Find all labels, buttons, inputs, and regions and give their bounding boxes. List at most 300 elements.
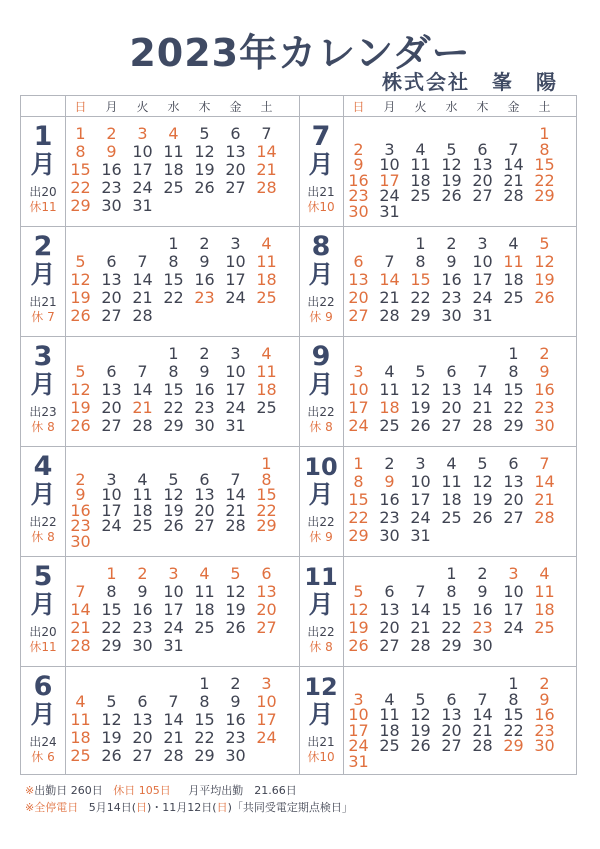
- date-cell: 26: [70, 416, 91, 435]
- date-cell: 10: [348, 705, 369, 724]
- work-days-count: 出21: [29, 295, 57, 309]
- date-cell: 11: [256, 252, 277, 271]
- work-days-count: 出22: [307, 515, 335, 529]
- month-kanji: 月: [308, 480, 334, 509]
- date-cell: 11: [163, 142, 184, 161]
- date-cell: 14: [225, 485, 246, 504]
- date-cell: 10: [225, 362, 246, 381]
- weekday-header: 水: [167, 100, 180, 114]
- date-cell: 12: [101, 710, 122, 729]
- date-cell: 22: [101, 618, 122, 637]
- date-cell: 8: [415, 252, 426, 271]
- date-cell: 16: [225, 710, 246, 729]
- month-number: 3: [33, 341, 53, 372]
- date-cell: 30: [472, 636, 493, 655]
- month-number: 2: [33, 231, 53, 262]
- rest-days-count: 休11: [29, 640, 57, 654]
- date-cell: 12: [534, 252, 555, 271]
- date-cell: 24: [256, 728, 277, 747]
- date-cell: 20: [101, 288, 122, 307]
- date-cell: 29: [101, 636, 122, 655]
- date-cell: 4: [508, 234, 519, 253]
- date-cell: 29: [503, 416, 524, 435]
- date-cell: 7: [168, 692, 179, 711]
- date-cell: 27: [256, 618, 277, 637]
- date-cell: 18: [132, 500, 153, 520]
- footer-notes: [25, 782, 585, 816]
- date-cell: 27: [441, 736, 462, 755]
- date-cell: 13: [101, 380, 122, 399]
- date-cell: 5: [199, 124, 210, 143]
- work-days-count: 出20: [29, 625, 57, 639]
- date-cell: 25: [132, 516, 153, 535]
- date-cell: 23: [534, 720, 555, 740]
- date-cell: 22: [194, 728, 215, 747]
- date-cell: 13: [194, 485, 215, 504]
- date-cell: 31: [163, 636, 184, 655]
- date-cell: 2: [199, 344, 210, 363]
- outage-sunday-2: 日: [216, 801, 228, 814]
- rest-days-count: 休10: [307, 200, 335, 214]
- date-cell: 30: [225, 746, 246, 765]
- date-cell: 14: [379, 270, 400, 289]
- date-cell: 12: [194, 142, 215, 161]
- date-cell: 31: [410, 526, 431, 545]
- date-cell: 15: [503, 705, 524, 724]
- date-cell: 29: [194, 746, 215, 765]
- date-cell: 17: [410, 490, 431, 509]
- date-cell: 15: [503, 380, 524, 399]
- date-cell: 18: [503, 270, 524, 289]
- date-cell: 6: [446, 362, 457, 381]
- date-cell: 1: [446, 564, 457, 583]
- date-cell: 2: [75, 469, 86, 489]
- date-cell: 24: [503, 618, 524, 637]
- month-number: 8: [311, 231, 331, 262]
- date-cell: 10: [472, 252, 493, 271]
- outage-date-1: 5月14日(: [88, 801, 137, 814]
- date-cell: 25: [503, 288, 524, 307]
- date-cell: 3: [508, 564, 519, 583]
- date-cell: 23: [101, 178, 122, 197]
- calendar-title: 2023年カレンダー: [129, 31, 471, 75]
- date-cell: 10: [379, 155, 400, 174]
- date-cell: 17: [503, 600, 524, 619]
- date-cell: 4: [137, 469, 148, 489]
- weekday-header: 土: [538, 100, 551, 114]
- month-kanji: 月: [30, 590, 56, 619]
- date-cell: 11: [534, 582, 555, 601]
- month-kanji: 月: [308, 700, 334, 729]
- date-cell: 23: [441, 288, 462, 307]
- date-cell: 20: [348, 288, 369, 307]
- weekday-header: 月: [105, 100, 118, 114]
- date-cell: 25: [379, 416, 400, 435]
- date-cell: 26: [534, 288, 555, 307]
- date-cell: 20: [256, 600, 277, 619]
- month-kanji: 月: [308, 150, 334, 179]
- date-cell: 17: [225, 270, 246, 289]
- date-cell: 29: [256, 516, 277, 535]
- date-cell: 22: [256, 500, 277, 520]
- date-cell: 7: [415, 582, 426, 601]
- date-cell: 16: [441, 270, 462, 289]
- date-cell: 11: [441, 472, 462, 491]
- outage-mid: )・11月12日(: [147, 801, 217, 814]
- date-cell: 6: [106, 252, 117, 271]
- date-cell: 15: [348, 490, 369, 509]
- month-number: 5: [33, 561, 53, 592]
- date-cell: 9: [75, 485, 86, 504]
- date-cell: 24: [163, 618, 184, 637]
- date-cell: 25: [70, 746, 91, 765]
- date-cell: 14: [534, 472, 555, 491]
- date-cell: 10: [256, 692, 277, 711]
- date-cell: 23: [70, 516, 91, 535]
- date-cell: 6: [508, 454, 519, 473]
- date-cell: 19: [225, 600, 246, 619]
- date-cell: 2: [539, 674, 550, 693]
- rest-days-count: 休 8: [31, 420, 55, 434]
- date-cell: 22: [441, 618, 462, 637]
- date-cell: 10: [410, 472, 431, 491]
- date-cell: 4: [75, 692, 86, 711]
- date-cell: 2: [106, 124, 117, 143]
- date-cell: 12: [348, 600, 369, 619]
- date-cell: 16: [472, 600, 493, 619]
- date-cell: 17: [256, 710, 277, 729]
- date-cell: 3: [384, 139, 395, 159]
- date-cell: 19: [163, 500, 184, 520]
- date-cell: 28: [132, 416, 153, 435]
- date-cell: 9: [106, 142, 117, 161]
- date-cell: 7: [230, 469, 241, 489]
- date-cell: 15: [163, 380, 184, 399]
- date-cell: 16: [379, 490, 400, 509]
- weekday-header: 日: [74, 100, 87, 114]
- date-cell: 14: [132, 270, 153, 289]
- date-cell: 5: [75, 252, 86, 271]
- date-cell: 24: [101, 516, 122, 535]
- weekday-header: 木: [198, 100, 211, 114]
- date-cell: 2: [539, 344, 550, 363]
- date-cell: 30: [132, 636, 153, 655]
- date-cell: 18: [163, 160, 184, 179]
- date-cell: 29: [410, 306, 431, 325]
- date-cell: 10: [225, 252, 246, 271]
- grid-hline: [21, 666, 576, 667]
- date-cell: 3: [137, 124, 148, 143]
- date-cell: 6: [446, 689, 457, 709]
- date-cell: 30: [534, 416, 555, 435]
- date-cell: 21: [503, 170, 524, 190]
- date-cell: 30: [379, 526, 400, 545]
- date-cell: 20: [225, 160, 246, 179]
- date-cell: 14: [256, 142, 277, 161]
- date-cell: 6: [199, 469, 210, 489]
- date-cell: 7: [508, 139, 519, 159]
- date-cell: 1: [353, 454, 364, 473]
- work-total-value: 260日: [70, 784, 103, 797]
- date-cell: 16: [534, 705, 555, 724]
- date-cell: 2: [353, 139, 364, 159]
- date-cell: 20: [194, 500, 215, 520]
- date-cell: 24: [410, 508, 431, 527]
- date-cell: 27: [194, 516, 215, 535]
- date-cell: 5: [168, 469, 179, 489]
- weekday-header: 月: [383, 100, 396, 114]
- date-cell: 16: [348, 170, 369, 190]
- date-cell: 5: [230, 564, 241, 583]
- work-days-count: 出22: [307, 295, 335, 309]
- month-number: 12: [304, 673, 338, 701]
- rest-days-count: 休10: [307, 750, 335, 764]
- rest-days-count: 休 8: [31, 530, 55, 544]
- date-cell: 26: [194, 178, 215, 197]
- work-days-count: 出22: [307, 625, 335, 639]
- date-cell: 27: [503, 508, 524, 527]
- outage-sunday-1: 日: [136, 801, 148, 814]
- outage-line: [25, 799, 585, 816]
- date-cell: 8: [168, 362, 179, 381]
- date-cell: 23: [472, 618, 493, 637]
- date-cell: 21: [225, 500, 246, 520]
- date-cell: 6: [384, 582, 395, 601]
- date-cell: 23: [348, 186, 369, 205]
- date-cell: 24: [379, 186, 400, 205]
- date-cell: 5: [353, 582, 364, 601]
- date-cell: 18: [256, 270, 277, 289]
- date-cell: 8: [261, 469, 272, 489]
- date-cell: 2: [446, 234, 457, 253]
- date-cell: 8: [199, 692, 210, 711]
- date-cell: 22: [348, 508, 369, 527]
- date-cell: 6: [230, 124, 241, 143]
- date-cell: 4: [261, 344, 272, 363]
- date-cell: 12: [163, 485, 184, 504]
- date-cell: 27: [101, 416, 122, 435]
- work-days-count: 出24: [29, 735, 57, 749]
- date-cell: 20: [472, 170, 493, 190]
- weekday-header: 金: [507, 100, 520, 114]
- month-kanji: 月: [30, 150, 56, 179]
- date-cell: 26: [163, 516, 184, 535]
- grid-hline: [21, 116, 576, 117]
- date-cell: 26: [70, 306, 91, 325]
- date-cell: 1: [168, 344, 179, 363]
- date-cell: 28: [534, 508, 555, 527]
- rest-days-count: 休 8: [309, 640, 333, 654]
- work-days-count: 出21: [307, 185, 335, 199]
- date-cell: 29: [534, 186, 555, 205]
- date-cell: 6: [106, 362, 117, 381]
- date-cell: 23: [534, 398, 555, 417]
- date-cell: 16: [194, 270, 215, 289]
- date-cell: 22: [503, 720, 524, 740]
- date-cell: 25: [256, 288, 277, 307]
- date-cell: 28: [256, 178, 277, 197]
- date-cell: 13: [441, 380, 462, 399]
- date-cell: 28: [503, 186, 524, 205]
- date-cell: 30: [70, 531, 91, 551]
- date-cell: 15: [441, 600, 462, 619]
- date-cell: 4: [384, 362, 395, 381]
- date-cell: 21: [163, 728, 184, 747]
- date-cell: 24: [132, 178, 153, 197]
- date-cell: 27: [472, 186, 493, 205]
- date-cell: 7: [261, 124, 272, 143]
- date-cell: 7: [137, 252, 148, 271]
- date-cell: 30: [534, 736, 555, 755]
- date-cell: 18: [379, 720, 400, 740]
- date-cell: 4: [261, 234, 272, 253]
- date-cell: 27: [132, 746, 153, 765]
- date-cell: 16: [194, 380, 215, 399]
- date-cell: 10: [163, 582, 184, 601]
- date-cell: 1: [168, 234, 179, 253]
- date-cell: 31: [348, 751, 369, 771]
- date-cell: 17: [225, 380, 246, 399]
- date-cell: 12: [410, 380, 431, 399]
- date-cell: 3: [230, 344, 241, 363]
- date-cell: 12: [70, 270, 91, 289]
- month-kanji: 月: [30, 260, 56, 289]
- date-cell: 11: [132, 485, 153, 504]
- month-number: 7: [311, 121, 331, 152]
- date-cell: 3: [415, 454, 426, 473]
- date-cell: 15: [194, 710, 215, 729]
- month-kanji: 月: [30, 480, 56, 509]
- date-cell: 21: [132, 398, 153, 417]
- date-cell: 8: [539, 139, 550, 159]
- date-cell: 21: [472, 720, 493, 740]
- date-cell: 4: [199, 564, 210, 583]
- date-cell: 2: [384, 454, 395, 473]
- date-cell: 19: [70, 398, 91, 417]
- note-mark: ※: [25, 801, 35, 814]
- date-cell: 12: [472, 472, 493, 491]
- month-number: 4: [33, 451, 53, 482]
- date-cell: 9: [539, 689, 550, 709]
- date-cell: 12: [70, 380, 91, 399]
- date-cell: 3: [477, 234, 488, 253]
- rest-days-count: 休 9: [309, 530, 333, 544]
- date-cell: 24: [348, 736, 369, 755]
- date-cell: 18: [410, 170, 431, 190]
- outage-tail: )「共同受電定期点検日」: [227, 801, 353, 814]
- date-cell: 19: [194, 160, 215, 179]
- date-cell: 13: [132, 710, 153, 729]
- company-name: 株式会社 峯 陽: [382, 70, 558, 94]
- date-cell: 7: [137, 362, 148, 381]
- monthly-average: 月平均出勤 21.66日: [188, 784, 297, 797]
- date-cell: 4: [384, 689, 395, 709]
- date-cell: 6: [477, 139, 488, 159]
- date-cell: 15: [70, 160, 91, 179]
- rest-days-count: 休11: [29, 200, 57, 214]
- date-cell: 7: [539, 454, 550, 473]
- date-cell: 2: [137, 564, 148, 583]
- date-cell: 26: [472, 508, 493, 527]
- date-cell: 18: [441, 490, 462, 509]
- date-cell: 12: [441, 155, 462, 174]
- date-cell: 28: [410, 636, 431, 655]
- date-cell: 2: [477, 564, 488, 583]
- date-cell: 24: [348, 416, 369, 435]
- date-cell: 20: [379, 618, 400, 637]
- date-cell: 25: [441, 508, 462, 527]
- date-cell: 8: [446, 582, 457, 601]
- date-cell: 25: [534, 618, 555, 637]
- date-cell: 21: [410, 618, 431, 637]
- date-cell: 2: [230, 674, 241, 693]
- month-kanji: 月: [308, 590, 334, 619]
- date-cell: 17: [348, 720, 369, 740]
- date-cell: 13: [379, 600, 400, 619]
- date-cell: 6: [261, 564, 272, 583]
- date-cell: 5: [446, 139, 457, 159]
- date-cell: 15: [410, 270, 431, 289]
- date-cell: 25: [256, 398, 277, 417]
- date-cell: 19: [70, 288, 91, 307]
- totals-line: [25, 782, 585, 799]
- date-cell: 9: [199, 362, 210, 381]
- date-cell: 18: [379, 398, 400, 417]
- date-cell: 4: [168, 124, 179, 143]
- date-cell: 20: [441, 398, 462, 417]
- grid-hline: [21, 556, 576, 557]
- weekday-header: 日: [352, 100, 365, 114]
- date-cell: 11: [379, 380, 400, 399]
- rest-days-count: 休 9: [309, 310, 333, 324]
- date-cell: 16: [132, 600, 153, 619]
- date-cell: 3: [353, 689, 364, 709]
- date-cell: 19: [410, 398, 431, 417]
- date-cell: 26: [225, 618, 246, 637]
- date-cell: 4: [539, 564, 550, 583]
- date-cell: 15: [163, 270, 184, 289]
- date-cell: 6: [353, 252, 364, 271]
- date-cell: 13: [472, 155, 493, 174]
- grid-hline: [21, 226, 576, 227]
- date-cell: 25: [194, 618, 215, 637]
- date-cell: 19: [441, 170, 462, 190]
- date-cell: 5: [415, 362, 426, 381]
- date-cell: 8: [168, 252, 179, 271]
- date-cell: 13: [503, 472, 524, 491]
- month-number: 10: [304, 453, 338, 481]
- date-cell: 25: [410, 186, 431, 205]
- date-cell: 27: [225, 178, 246, 197]
- weekday-header: 火: [414, 100, 427, 114]
- date-cell: 7: [477, 689, 488, 709]
- work-total-label: 出勤日: [34, 784, 68, 797]
- date-cell: 18: [70, 728, 91, 747]
- date-cell: 14: [503, 155, 524, 174]
- date-cell: 11: [379, 705, 400, 724]
- date-cell: 15: [534, 155, 555, 174]
- rest-total-label: 休日: [113, 784, 136, 797]
- date-cell: 19: [472, 490, 493, 509]
- weekday-header: 金: [229, 100, 242, 114]
- date-cell: 18: [194, 600, 215, 619]
- date-cell: 29: [70, 196, 91, 215]
- date-cell: 22: [503, 398, 524, 417]
- date-cell: 28: [163, 746, 184, 765]
- date-cell: 26: [441, 186, 462, 205]
- date-cell: 9: [539, 362, 550, 381]
- date-cell: 17: [101, 500, 122, 520]
